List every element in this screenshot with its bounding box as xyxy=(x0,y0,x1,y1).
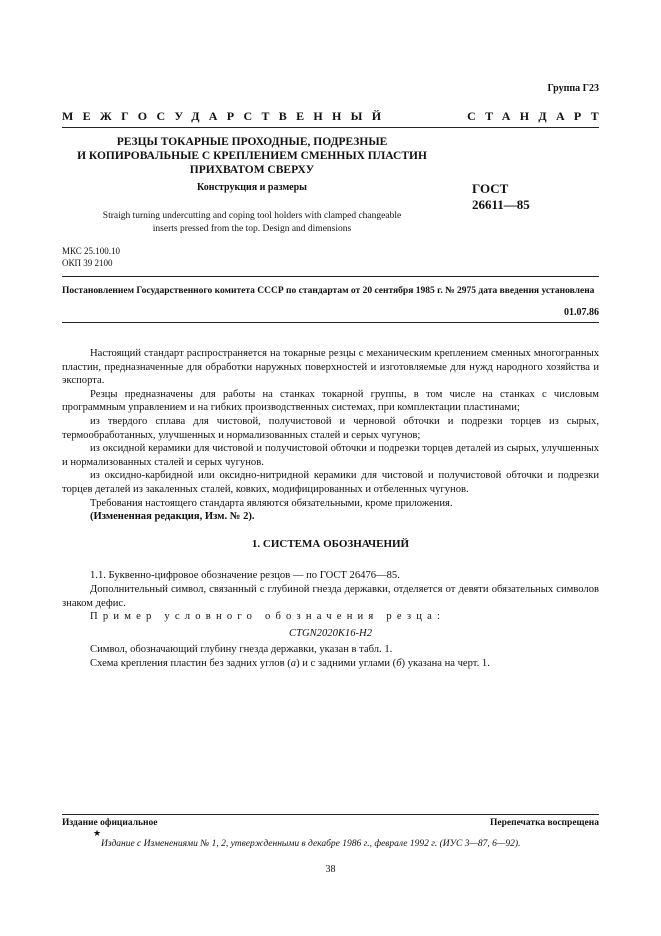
classification-codes xyxy=(62,245,120,269)
gost-number xyxy=(472,181,530,212)
header-rule xyxy=(62,127,599,128)
document-body xyxy=(62,347,599,670)
group-code: Группа Г23 xyxy=(547,83,599,94)
decree-rule xyxy=(62,322,599,323)
text-fragment: Схема крепления пластин без задних углов ( xyxy=(90,657,291,669)
text-fragment: ) указана на черт. 1. xyxy=(401,657,490,669)
title-line-3: ПРИХВАТОМ СВЕРХУ xyxy=(189,164,315,176)
paragraph: Дополнительный символ, связанный с глубиной гнезда державки, отделяется от девяти обязательных символов знаком дефис. xyxy=(62,583,599,609)
okp-code: ОКП 39 2100 xyxy=(62,258,113,268)
effective-date: 01.07.86 xyxy=(564,307,599,318)
page-number: 38 xyxy=(325,864,336,875)
interstate-right: СТАНДАРТ xyxy=(467,109,608,123)
example-designation: CTGN2020K16-H2 xyxy=(289,627,372,639)
paragraph: из твердого сплава для чистовой, получистовой и черновой обточки и подрезки торцев из сырых, термообработанных, улучшенных и нормализованных сталей и серых чугунов; xyxy=(62,415,599,441)
paragraph: Настоящий стандарт распространяется на токарные резцы с механическим креплением сменных многогранных пластин, предназначенные для обработки наружных поверхностей и изготовляемые для нужд народного хозяйства и экспорта. xyxy=(62,348,599,387)
paragraph: из оксидной керамики для чистовой и получистовой обточки и подрезки торцев деталей из сырых, улучшенных и нормализованных сталей и серых чугунов. xyxy=(62,443,599,468)
codes-rule xyxy=(62,276,599,277)
reprint-prohibited: Перепечатка воспрещена xyxy=(489,818,599,828)
gost-label: ГОСТ xyxy=(472,181,509,196)
example-intro: Пример условного обозначения резца: xyxy=(90,611,446,623)
paragraph xyxy=(62,657,599,671)
title-line-2: И КОПИРОВАЛЬНЫЕ С КРЕПЛЕНИЕМ СМЕННЫХ ПЛАСТИН xyxy=(77,150,427,162)
interstate-left: МЕЖГОСУДАРСТВЕННЫЙ xyxy=(62,109,391,123)
footer-rule xyxy=(62,814,599,815)
paragraph: Требования настоящего стандарта являются обязательными, кроме приложения. xyxy=(90,497,453,509)
mks-code: МКС 25.100.10 xyxy=(62,246,121,256)
english-title xyxy=(62,210,442,235)
document-title xyxy=(62,135,442,177)
paragraph: Резцы предназначены для работы на станках токарной группы, в том числе на станках с числовым программным управлением и на гибких производственных системах, при комплектации пластинами; xyxy=(62,388,599,414)
section-title: 1. СИСТЕМА ОБОЗНАЧЕНИЙ xyxy=(251,537,410,550)
text-fragment: ) и с задними углами ( xyxy=(296,657,397,669)
gost-code: 26611—85 xyxy=(472,196,530,212)
italic-letter: а xyxy=(290,657,297,669)
amendment-note: (Измененная редакция, Изм. № 2). xyxy=(90,511,255,523)
official-edition: Издание официальное xyxy=(62,818,158,828)
english-title-line-2: inserts pressed from the top. Design and dimensions xyxy=(152,223,352,234)
paragraph: Символ, обозначающий глубину гнезда державки, указан в табл. 1. xyxy=(90,644,393,656)
amendments-note: Издание с Изменениями № 1, 2, утвержденными в декабре 1986 г., феврале 1992 г. (ИУС 3—87, 6—92). xyxy=(101,839,521,849)
english-title-line-1: Straigh turning undercutting and coping tool holders with clamped changeable xyxy=(102,211,402,221)
italic-letter: б xyxy=(396,657,402,669)
paragraph: из оксидно-карбидной или оксидно-нитридной керамики для чистовой и получистовой обточки и подрезки торцев деталей из закаленных сталей, ковких, модифицированных и отбеленных чугунов. xyxy=(62,470,599,495)
interstate-standard-header xyxy=(62,109,608,124)
paragraph: 1.1. Буквенно-цифровое обозначение резцов — по ГОСТ 26476—85. xyxy=(90,570,400,582)
title-line-1: РЕЗЦЫ ТОКАРНЫЕ ПРОХОДНЫЕ, ПОДРЕЗНЫЕ xyxy=(116,136,388,148)
star-icon: ★ xyxy=(93,828,102,838)
document-subtitle: Конструкция и размеры xyxy=(197,182,307,193)
decree-text: Постановлением Государственного комитета СССР по стандартам от 20 сентября 1985 г. № 2975 дата введения установлена xyxy=(62,286,595,296)
